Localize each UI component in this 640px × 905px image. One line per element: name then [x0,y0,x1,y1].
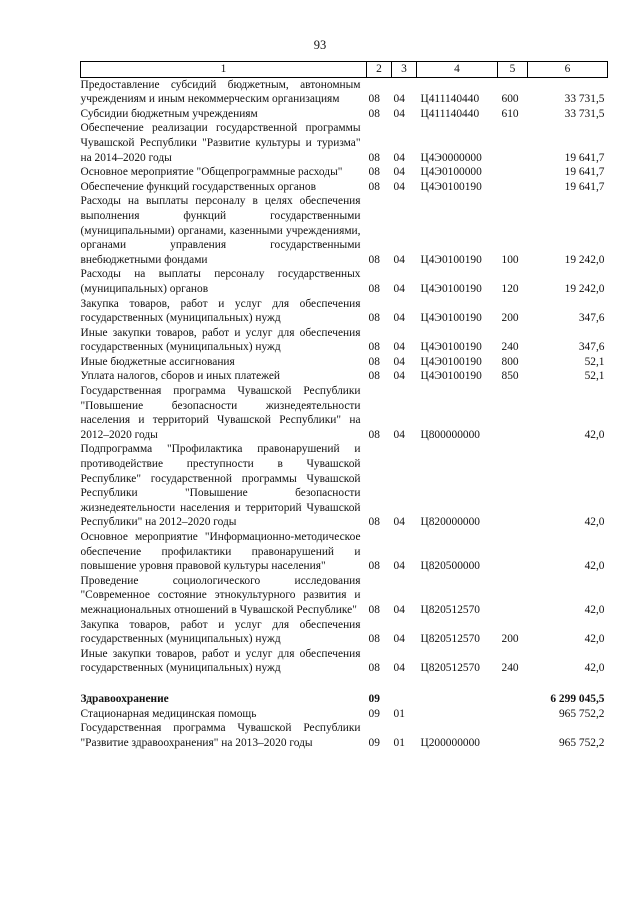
table-row [81,530,608,574]
row-target-article: Ц411140440 [420,107,480,120]
row-subsection: 04 [393,633,405,646]
header-name: 1 [81,62,367,78]
row-section: 08 [368,312,380,325]
row-name: Иные бюджетные ассигнования [80,355,235,368]
row-expense-type: 200 [501,312,519,325]
row-section: 08 [368,633,380,646]
row-name: Основное мероприятие "Общепрограммные расходы" [80,166,343,179]
row-section: 08 [368,341,380,354]
row-expense-type: 200 [501,633,519,646]
row-name: Государственная программа Чувашской Республики "Развитие здравоохранения" на 2013–2020 годы [80,722,361,749]
row-amount: 42,0 [584,603,605,616]
row-name: Субсидии бюджетным учреждениям [80,107,258,120]
row-amount: 19 242,0 [564,282,605,295]
table-row [81,297,608,326]
header-section: 2 [367,62,392,78]
row-section: 08 [368,151,380,164]
table-row [81,267,608,296]
row-section: 08 [368,370,380,383]
row-expense-type: 600 [501,93,519,106]
row-name: Закупка товаров, работ и услуг для обеспечения государственных (муниципальных) нужд [80,297,361,325]
row-amount: 19 242,0 [564,253,605,266]
row-target-article: Ц4Э0100000 [420,166,482,179]
row-amount: 19 641,7 [564,180,605,193]
row-expense-type [498,442,528,530]
row-target-article: Ц4Э0100190 [420,370,482,383]
row-expense-type [498,721,528,750]
table-row [81,707,608,722]
row-section: 08 [368,93,380,106]
row-section: 08 [368,428,380,441]
table-row [81,442,608,530]
row-expense-type: 240 [501,662,519,675]
row-name: Уплата налогов, сборов и иных платежей [80,370,280,383]
table-header-row [81,62,608,78]
table-row [81,355,608,370]
row-amount: 52,1 [584,370,605,383]
row-amount: 965 752,2 [558,707,605,720]
row-amount: 6 299 045,5 [550,692,605,705]
row-subsection: 04 [393,603,405,616]
table-row [81,692,608,707]
row-subsection: 01 [393,736,405,749]
row-expense-type [498,707,528,722]
row-target-article: Ц4Э0100190 [420,312,482,325]
row-name: Стационарная медицинская помощь [80,707,257,720]
table-row [81,326,608,355]
row-name: Закупка товаров, работ и услуг для обеспечения государственных (муниципальных) нужд [80,618,361,646]
row-subsection: 04 [393,341,405,354]
row-amount: 965 752,2 [558,736,605,749]
row-amount: 33 731,5 [564,107,605,120]
row-subsection [392,692,417,707]
header-expense-type: 5 [498,62,528,78]
row-amount: 19 641,7 [564,151,605,164]
row-section: 08 [368,166,380,179]
row-target-article [417,707,498,722]
row-target-article: Ц4Э0100190 [420,341,482,354]
row-target-article: Ц4Э0100190 [420,282,482,295]
row-name: Расходы на выплаты персоналу государственных (муниципальных) органов [80,268,361,295]
row-expense-type: 610 [501,107,519,120]
row-subsection: 01 [393,707,405,720]
page-number: 93 [313,38,327,52]
header-subsection: 3 [392,62,417,78]
row-name: Обеспечение реализации государственной программы Чувашской Республики "Развитие культуры и туризма" на 2014–2020 годы [80,122,361,164]
row-section: 08 [368,180,380,193]
row-amount: 347,6 [578,341,605,354]
row-expense-type: 800 [501,355,519,368]
row-section: 09 [368,692,380,705]
row-amount: 42,0 [584,516,605,529]
budget-table [80,61,608,750]
row-subsection: 04 [393,355,405,368]
row-amount: 42,0 [584,633,605,646]
row-target-article: Ц4Э0100190 [420,253,482,266]
row-target-article: Ц820512570 [420,662,480,675]
header-target-article: 4 [417,62,498,78]
row-section: 08 [368,107,380,120]
row-section: 08 [368,560,380,573]
row-subsection: 04 [393,93,405,106]
row-expense-type: 120 [501,282,519,295]
row-subsection: 04 [393,107,405,120]
row-section: 08 [368,355,380,368]
row-name: Государственная программа Чувашской Республики "Повышение безопасности жизнедеятельности населения и территорий Чувашской Республики" на 2012–2020 годы [80,385,361,441]
row-section: 09 [368,736,380,749]
table-row [81,121,608,165]
row-target-article: Ц4Э0100190 [420,355,482,368]
table-row [81,77,608,107]
row-section: 08 [368,662,380,675]
row-expense-type: 100 [501,253,519,266]
row-expense-type: 240 [501,341,519,354]
row-subsection: 04 [393,166,405,179]
row-name: Основное мероприятие "Информационно-методическое обеспечение профилактики правонарушений и повышение уровня правовой культуры населения" [80,531,361,573]
spacer-cell [81,676,608,692]
row-name: Предоставление субсидий бюджетным, автономным учреждениям и иным некоммерческим организациям [80,78,361,106]
row-name: Подпрограмма "Профилактика правонарушений и противодействие преступности в Чувашской Республике" государственной программы Чувашской Республики "Повышение безопасности жизнедеятельности населения и территорий Чувашской Республики" на 2012–2020 годы [80,443,361,529]
row-section: 08 [368,603,380,616]
row-target-article [417,692,498,707]
row-target-article: Ц820500000 [420,560,480,573]
row-name: Иные закупки товаров, работ и услуг для обеспечения государственных (муниципальных) нужд [80,326,361,354]
row-subsection: 04 [393,560,405,573]
row-amount: 42,0 [584,662,605,675]
table-row [81,165,608,180]
table-row [81,721,608,750]
row-amount: 42,0 [584,428,605,441]
row-subsection: 04 [393,428,405,441]
row-target-article: Ц411140440 [420,93,480,106]
row-name: Проведение социологического исследования "Современное состояние этнокультурного развития и межнациональных отношений в Чувашской Республике" [80,574,361,616]
row-subsection: 04 [393,312,405,325]
row-amount: 42,0 [584,560,605,573]
row-amount: 52,1 [584,355,605,368]
table-row [81,369,608,384]
row-subsection: 04 [393,151,405,164]
row-amount: 33 731,5 [564,93,605,106]
row-section: 08 [368,282,380,295]
table-row [81,647,608,676]
row-subsection: 04 [393,282,405,295]
row-subsection: 04 [393,370,405,383]
table-row [81,618,608,647]
row-section: 09 [368,707,380,720]
row-section: 08 [368,253,380,266]
table-row [81,180,608,195]
table-row [81,384,608,442]
row-target-article: Ц820000000 [420,516,480,529]
row-expense-type [498,180,528,195]
table-spacer-row [81,676,608,692]
row-target-article: Ц4Э0100190 [420,180,482,193]
row-target-article: Ц4Э0000000 [420,151,482,164]
table-row [81,574,608,618]
row-subsection: 04 [393,516,405,529]
row-expense-type [498,165,528,180]
row-name: Расходы на выплаты персоналу в целях обеспечения выполнения функций государственными (муниципальными) органами, казенными учреждениями, органами управления государственными внебюджетными фондами [80,195,361,266]
table-row [81,107,608,122]
row-target-article: Ц200000000 [420,736,480,749]
row-name: Иные закупки товаров, работ и услуг для обеспечения государственных (муниципальных) нужд [80,647,361,675]
row-target-article: Ц820512570 [420,603,480,616]
row-name: Здравоохранение [80,692,169,705]
row-section: 08 [368,516,380,529]
row-amount: 19 641,7 [564,166,605,179]
row-amount: 347,6 [578,312,605,325]
row-expense-type [498,530,528,574]
row-expense-type: 850 [501,370,519,383]
row-expense-type [498,574,528,618]
row-subsection: 04 [393,180,405,193]
row-target-article: Ц800000000 [420,428,480,441]
row-expense-type [498,692,528,707]
row-name: Обеспечение функций государственных органов [80,180,316,193]
header-amount: 6 [528,62,608,78]
row-subsection: 04 [393,253,405,266]
table-row [81,194,608,267]
row-expense-type [498,384,528,442]
row-target-article: Ц820512570 [420,633,480,646]
row-subsection: 04 [393,662,405,675]
row-expense-type [498,121,528,165]
